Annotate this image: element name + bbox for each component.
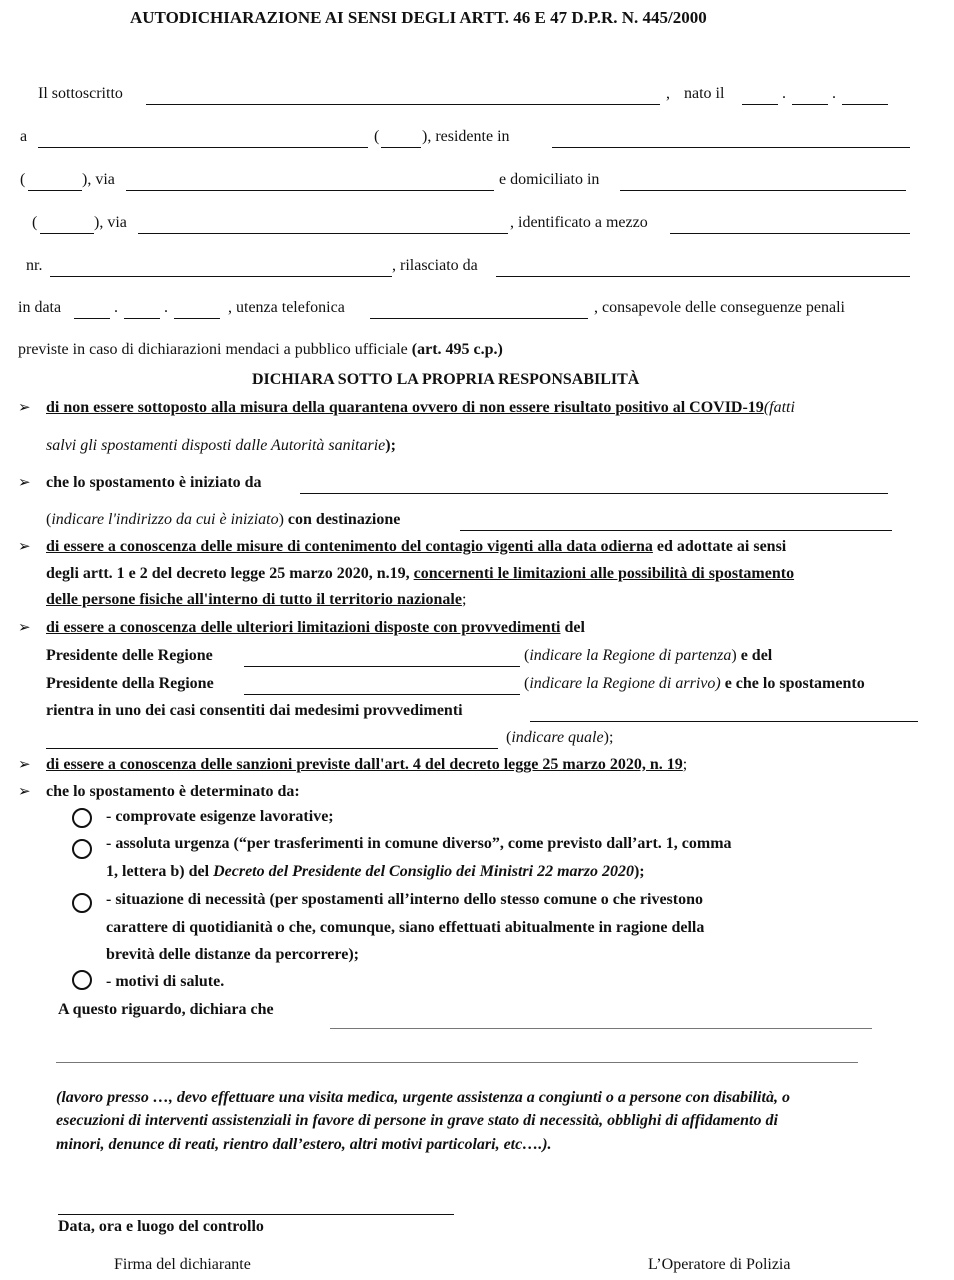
paren-open: ( (20, 171, 26, 188)
control-date-place-field[interactable] (58, 1194, 454, 1215)
phone-field[interactable] (370, 298, 588, 319)
label-via: ), via (94, 214, 127, 231)
arrow-bullet-icon: ➢ (18, 539, 31, 555)
bullet4-pres2: Presidente della Regione (46, 675, 214, 692)
reason-field-2[interactable] (56, 1042, 858, 1063)
option-necessita-line3: brevità delle distanze da percorrere); (106, 946, 359, 963)
label-rilasciato: , rilasciato da (392, 257, 478, 274)
date-separator: . (164, 299, 168, 316)
paren-open: ( (32, 214, 38, 231)
document-number-field[interactable] (50, 256, 392, 277)
arrival-region-field[interactable] (244, 674, 520, 695)
bullet4-u1: di essere a conoscenza delle ulteriori limitazioni disposte con provvedimenti (46, 619, 561, 636)
option-necessita-label: - situazione di necessità (per spostamenti all’interno dello stesso comune o che rivestono (106, 891, 703, 908)
paren-close: ) (278, 511, 284, 528)
start-address-field[interactable] (300, 473, 888, 494)
arrow-bullet-icon: ➢ (18, 400, 31, 416)
option-lavoro-radio[interactable] (72, 808, 92, 828)
arrow-bullet-icon: ➢ (18, 620, 31, 636)
paren-open: ( (374, 128, 380, 145)
birth-day-field[interactable] (742, 84, 778, 105)
dichiara-heading: DICHIARA SOTTO LA PROPRIA RESPONSABILITÀ (252, 371, 640, 388)
bullet1-line1 (46, 398, 795, 418)
bullet4-pres1: Presidente delle Regione (46, 647, 213, 664)
bullet4-ind1-line: (indicare la Regione di partenza) e del (524, 647, 773, 664)
label-domiciliato: e domiciliato in (499, 171, 600, 188)
bullet3-u2: concernenti le limitazioni alle possibilità di spostamento (413, 565, 795, 582)
examples-line2: esecuzioni di interventi assistenziali in favore di persone in grave stato di necessità, obblighi di affidamento di (56, 1112, 778, 1129)
label-residente: ), residente in (422, 128, 510, 145)
label-nr: nr. (26, 257, 43, 274)
previste-line (18, 340, 503, 360)
arrow-bullet-icon: ➢ (18, 784, 31, 800)
issue-day-field[interactable] (74, 298, 110, 319)
bullet3-line2 (46, 564, 794, 584)
arrow-bullet-icon: ➢ (18, 475, 31, 491)
issued-by-field[interactable] (496, 256, 910, 277)
operatore-label: L’Operatore di Polizia (648, 1256, 791, 1273)
reason-field-1[interactable] (330, 1008, 872, 1029)
departure-region-field[interactable] (244, 646, 520, 667)
bullet5-line (46, 755, 687, 775)
option-necessita-radio[interactable] (72, 893, 92, 913)
domicile-street-field[interactable] (138, 213, 508, 234)
bullet3-u3: delle persone fisiche all'interno di tutto il territorio nazionale (46, 591, 462, 608)
bullet4-echelo: e che lo spostamento (724, 675, 865, 692)
label-nato-il: nato il (684, 85, 725, 102)
bullet4-quale: indicare quale (511, 729, 604, 746)
option-salute-radio[interactable] (72, 970, 92, 990)
birth-province-field[interactable] (381, 127, 421, 148)
bullet4-quale-line: (indicare quale); (506, 729, 614, 746)
bullet3-semi: ; (461, 591, 467, 608)
bullet3-u1: di essere a conoscenza delle misure di contenimento del contagio vigenti alla data odierna (46, 538, 653, 555)
option-necessita-line2: carattere di quotidianità o che, comunque, siano effettuati abitualmente in ragione della (106, 919, 705, 936)
bullet2-italic: indicare l'indirizzo da cui è iniziato (51, 511, 279, 528)
examples-line3: minori, denunce di reati, rientro dall’estero, altri motivi particolari, etc….). (56, 1136, 552, 1153)
option-urgenza-c: Decreto del Presidente del Consiglio dei Ministri 22 marzo 2020 (213, 863, 634, 880)
birth-month-field[interactable] (792, 84, 828, 105)
examples-line1: (lavoro presso …, devo effettuare una visita medica, urgente assistenza a congiunti o a persone con disabilità, o (56, 1089, 790, 1106)
bullet4-rientra: rientra in uno dei casi consentiti dai medesimi provvedimenti (46, 702, 463, 719)
label-a: a (20, 128, 28, 145)
id-document-field[interactable] (670, 213, 910, 234)
domicile-city-field[interactable] (620, 170, 906, 191)
date-separator: . (114, 299, 118, 316)
bullet4-ind1: indicare la Regione di partenza (529, 647, 732, 664)
document-title: AUTODICHIARAZIONE AI SENSI DEGLI ARTT. 46 E 47 D.P.R. N. 445/2000 (130, 8, 707, 27)
bullet4-quale-tail: ); (603, 729, 614, 746)
riguardo-label: A questo riguardo, dichiara che (58, 1001, 274, 1018)
date-separator: . (832, 85, 836, 102)
residence-city-field[interactable] (552, 127, 910, 148)
bullet4-line1 (46, 618, 585, 638)
label-sottoscritto: Il sottoscritto (38, 85, 123, 102)
bullet1-italic-a: (fatti (763, 399, 795, 416)
date-separator: . (782, 85, 786, 102)
bullet3-line3 (46, 590, 466, 610)
data-ora-label: Data, ora e luogo del controllo (58, 1218, 264, 1235)
bullet1-line2 (46, 436, 396, 456)
bullet4-edel: e del (740, 647, 773, 664)
residence-province-field[interactable] (28, 170, 82, 191)
option-urgenza-d: ); (633, 863, 645, 880)
bullet3-t1: ed adottate ai sensi (656, 538, 787, 555)
bullet2-destinazione: con destinazione (287, 511, 401, 528)
bullet1-italic-b: salvi gli spostamenti disposti dalle Autorità sanitarie (46, 437, 386, 454)
residence-street-field[interactable] (126, 170, 494, 191)
paren-open: ( (46, 511, 52, 528)
destination-field[interactable] (460, 510, 892, 531)
domicile-province-field[interactable] (40, 213, 94, 234)
label-consapevole: , consapevole delle conseguenze penali (594, 299, 845, 316)
firma-label: Firma del dichiarante (114, 1256, 251, 1273)
label-identificato: , identificato a mezzo (510, 214, 648, 231)
art495: (art. 495 c.p.) (411, 341, 503, 358)
option-urgenza-b: 1, lettera b) del (106, 863, 210, 880)
arrow-bullet-icon: ➢ (18, 757, 31, 773)
bullet3-t2: degli artt. 1 e 2 del decreto legge 25 marzo 2020, n.19, (46, 565, 410, 582)
bullet2-line2 (46, 510, 400, 530)
option-lavoro-label: - comprovate esigenze lavorative; (106, 808, 334, 825)
label-utenza: , utenza telefonica (228, 299, 345, 316)
option-urgenza-radio[interactable] (72, 839, 92, 859)
bullet4-ind2: indicare la Regione di arrivo) (529, 675, 721, 692)
allowed-case-field-2[interactable] (46, 728, 498, 749)
label-via: ), via (82, 171, 115, 188)
bullet1-tail: ); (385, 437, 396, 454)
option-urgenza-label: - assoluta urgenza (“per trasferimenti in comune diverso”, come previsto dall’art. 1, comma (106, 835, 732, 852)
issue-month-field[interactable] (124, 298, 160, 319)
bullet1-text: di non essere sottoposto alla misura della quarantena ovvero di non essere risultato positivo al COVID-19 (46, 399, 764, 416)
name-field[interactable] (146, 84, 660, 105)
bullet5-semi: ; (682, 756, 688, 773)
bullet5-u1: di essere a conoscenza delle sanzioni previste dall'art. 4 del decreto legge 25 marzo 2020, n. 19 (46, 756, 683, 773)
bullet3-line1 (46, 537, 786, 557)
label-in-data: in data (18, 299, 62, 316)
bullet6-text: che lo spostamento è determinato da: (46, 783, 300, 800)
bullet2-text: che lo spostamento è iniziato da (46, 474, 262, 491)
issue-year-field[interactable] (174, 298, 220, 319)
bullet4-del: del (564, 619, 585, 636)
option-urgenza-line2 (106, 862, 645, 882)
label-previste: previste in caso di dichiarazioni mendaci a pubblico ufficiale (18, 341, 408, 358)
bullet4-ind2-line: (indicare la Regione di arrivo) e che lo spostamento (524, 675, 865, 692)
birthplace-field[interactable] (38, 127, 368, 148)
allowed-case-field[interactable] (530, 701, 918, 722)
birth-year-field[interactable] (842, 84, 888, 105)
option-salute-label: - motivi di salute. (106, 973, 225, 990)
comma: , (666, 85, 670, 102)
